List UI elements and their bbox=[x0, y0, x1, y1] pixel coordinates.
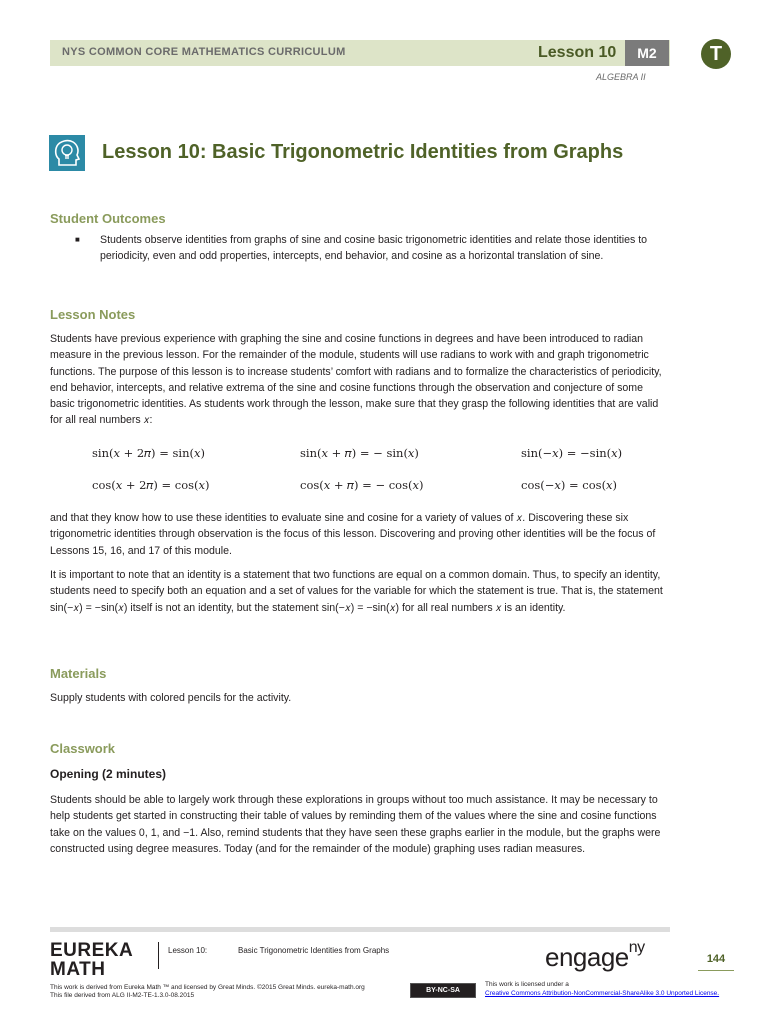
lesson-label: Lesson 10 bbox=[538, 44, 617, 61]
notes-paragraph-1: Students have previous experience with graphing the sine and cosine functions in degrees and have been introduced to radian measure in the previous lesson. For the remainder of the module, students will use radians to work with and graph trigonometric functions. The purpose of this lesson is to increase students’ comfort with radians and to formalize the characteristics of periodicity, end behavior, intercepts, and relative extrema of the sine and cosine functions through the observation and conjecture of some basic trigonometric identities. As students work through the lesson, make sure that they grasp the following identities that are valid for all real numbers 𝑥: bbox=[50, 333, 662, 427]
module-badge: M2 bbox=[625, 40, 669, 66]
bullet-icon: ■ bbox=[75, 235, 80, 244]
footer-lesson-label: Lesson 10: bbox=[168, 946, 208, 955]
identity-cos-period: cos(𝑥 + 2𝜋) = cos(𝑥) bbox=[92, 478, 210, 492]
course-label: ALGEBRA II bbox=[596, 72, 646, 82]
eureka-math-logo bbox=[50, 941, 133, 979]
footer-fine-print-2: This file derived from ALG II-M2-TE-1.3.0-08.2015 bbox=[50, 992, 195, 999]
opening-subheading: Opening (2 minutes) bbox=[50, 767, 167, 781]
classwork-heading: Classwork bbox=[50, 741, 116, 756]
outcomes-heading: Student Outcomes bbox=[50, 211, 166, 226]
page-title: Lesson 10: Basic Trigonometric Identities from Graphs bbox=[102, 141, 624, 163]
classwork-text: Students should be able to largely work through these explorations in groups without too much assistance. It may be necessary to help students get started in constructing their table of values by reminding them of the values where the sine and cosine functions take on the values 0, 1, and −1. Also, remind students that they have seen these graphs earlier in the module, but the graphs were constructed using degree measures. Today (and for the remainder of the module) graphing uses radian measures. bbox=[50, 794, 661, 855]
lightbulb-head-icon bbox=[49, 135, 85, 171]
curriculum-label: NYS COMMON CORE MATHEMATICS CURRICULUM bbox=[62, 46, 346, 58]
footer-lesson-title: Basic Trigonometric Identities from Graphs bbox=[238, 946, 390, 955]
creative-commons-badge: BY-NC-SA bbox=[410, 983, 476, 998]
identity-cos-shift: cos(𝑥 + 𝜋) = − cos(𝑥) bbox=[300, 478, 424, 492]
engageny-logo bbox=[545, 939, 645, 973]
page-number-underline bbox=[698, 970, 734, 971]
notes-heading: Lesson Notes bbox=[50, 307, 136, 322]
license-link[interactable]: Creative Commons Attribution-NonCommercial-ShareAlike 3.0 Unported License. bbox=[485, 990, 720, 997]
materials-text: Supply students with colored pencils for the activity. bbox=[50, 692, 292, 704]
notes-paragraph-3: It is important to note that an identity is a statement that two functions are equal on a common domain. Thus, to specify an identity, students need to specify both an equation and a set of values for the variable for which the statement is true. That is, the statement sin(−𝑥) = −sin(𝑥) itself is not an identity, but the statement sin(−𝑥) = −sin(𝑥) for all real numbers 𝑥 is an identity. bbox=[50, 569, 663, 614]
notes-paragraph-2: and that they know how to use these identities to evaluate sine and cosine for a variety of values of 𝑥. Discovering these six trigonometric identities through observation is the focus of this lesson. Discovering and proving other identities will be the focus of Lessons 15, 16, and 17 of this module. bbox=[50, 512, 656, 557]
license-text: This work is licensed under a bbox=[485, 981, 569, 988]
footer-bar bbox=[50, 927, 670, 932]
identity-sin-odd: sin(−𝑥) = −sin(𝑥) bbox=[521, 446, 623, 460]
ny-text: ny bbox=[628, 939, 645, 957]
identity-sin-shift: sin(𝑥 + 𝜋) = − sin(𝑥) bbox=[300, 446, 419, 460]
engage-text: engage bbox=[545, 942, 629, 972]
logo-line-2: MATH bbox=[50, 959, 106, 980]
materials-heading: Materials bbox=[50, 666, 107, 681]
identity-sin-period: sin(𝑥 + 2𝜋) = sin(𝑥) bbox=[92, 446, 205, 460]
outcomes-bullet: Students observe identities from graphs of sine and cosine basic trigonometric identities and relate those identities to periodicity, even and odd properties, intercepts, end behavior, and cosine as a horizontal translation of sine. bbox=[100, 234, 648, 263]
page-number: 144 bbox=[706, 953, 726, 965]
teacher-badge-icon: T bbox=[701, 39, 731, 69]
footer-fine-print-1: This work is derived from Eureka Math ™ and licensed by Great Minds. ©2015 Great Minds. eureka-math.org bbox=[50, 984, 365, 991]
footer-divider bbox=[158, 942, 159, 969]
identity-cos-even: cos(−𝑥) = cos(𝑥) bbox=[521, 478, 618, 492]
logo-line-1: EUREKA bbox=[50, 940, 134, 961]
